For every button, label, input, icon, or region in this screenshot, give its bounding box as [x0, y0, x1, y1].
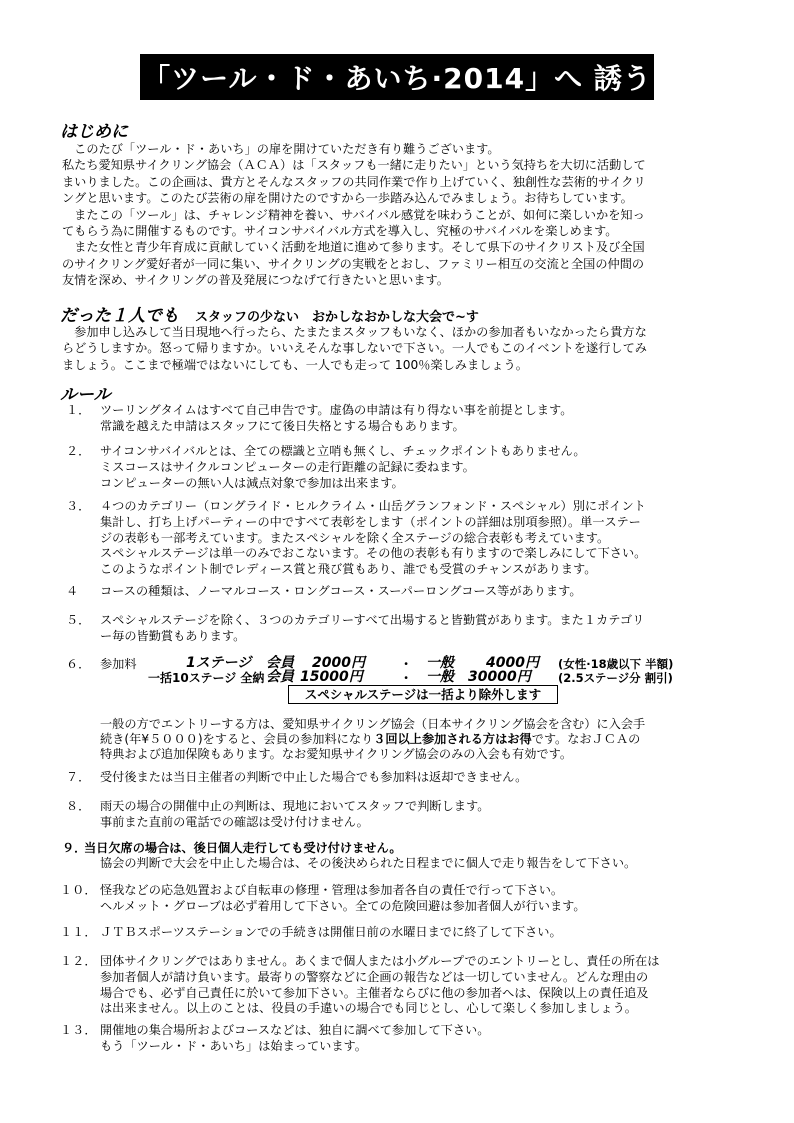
intro-line: このたび「ツール・ド・あいち」の扉を開けていただき有り難うございます。 — [62, 142, 500, 156]
document-title: 「ツール・ド・あいち·2014」へ 誘う — [140, 54, 654, 100]
rule-line: 開催地の集合場所およびコースなどは、独自に調べて参加して下さい。 — [100, 1023, 490, 1037]
rule-number: ２． — [66, 444, 91, 458]
rule-item — [66, 403, 746, 435]
rule-text — [100, 584, 746, 600]
fee-row1-member-price: 2000円 — [312, 655, 365, 671]
rule-line: ミスコースはサイクルコンピューターの走行距離の記録に委ねます。 — [100, 459, 475, 474]
fee-detail-line2-text: 続き(年¥５０００)をすると、会員の参加料になり — [100, 732, 374, 746]
rule-line: ジの表彰も一部考えています。またスペシャルを除く全ステージの総合表彰も考えています。 — [100, 530, 610, 545]
rule-text — [100, 444, 746, 491]
intro-line: また女性と青少年育成に貢献していく活動を地道に進めて参ります。そして県下のサイクリスト及び全国 — [62, 240, 645, 255]
rule-item — [66, 584, 746, 600]
rule-text — [100, 799, 746, 831]
rule-line: 怪我などの応急処置および自転車の修理・管理は参加者各自の責任で行って下さい。 — [100, 883, 564, 897]
rules-heading: ルール — [60, 385, 111, 405]
fee-row1-dot: ・ — [400, 657, 413, 671]
special-stage-note: スペシャルステージは一括より除外します — [288, 685, 558, 704]
rule9-bold-line: 当日欠席の場合は、後日個人走行しても受け付けません。 — [84, 841, 402, 855]
rule-line: 常識を越えた申請はスタッフにて後日失格とする場合もあります。 — [100, 418, 465, 433]
alone-line: らどうしますか。怒って帰りますか。いいえそんな事しないで下さい。一人でもこのイベントを遂行してみ — [62, 341, 647, 356]
fee-row1-general-price: 4000円 — [486, 655, 539, 671]
intro-heading: はじめに — [60, 122, 128, 142]
intro-line: てもらう為に開催するものです。サイコンサバイバル方式を導入し、究極のサバイバルを楽しめます。 — [62, 224, 618, 239]
rule-line: コースの種類は、ノーマルコース・ロングコース・スーパーロングコース等があります。 — [100, 584, 582, 598]
rule-text — [100, 613, 746, 645]
rule-item — [60, 1023, 740, 1055]
rule-line: 受付後または当日主催者の判断で中止した場合でも参加料は返却できません。 — [100, 770, 528, 784]
fee-row2-stage: 一括10ステージ 全納 — [148, 671, 265, 685]
fee-row1-stage: 1ステージ — [186, 655, 252, 671]
rule-line: 集計し、打ち上げパーティーの中ですべて表彰をします（ポイントの詳細は別項参照）。単一ステー — [100, 514, 641, 529]
rule-line: ４つのカテゴリー（ロングライド・ヒルクライム・山岳グランフォンド・スペシャル）別にポイント — [100, 499, 646, 513]
rule-line: コンピューターの無い人は減点対象で参加は出来ます。 — [100, 475, 404, 490]
rule-item — [60, 883, 740, 915]
rule-number: ８． — [66, 799, 91, 813]
rule-line: このようなポイント制でレディース賞と飛び賞もあり、誰でも受賞のチャンスがあります。 — [100, 562, 597, 577]
rule-number: ５． — [66, 613, 91, 627]
fee-number: ６． — [66, 657, 91, 671]
rule-line: は出来ません。以上のことは、役員の手違いの場合でも同じとし、心して楽しく参加しましょう。 — [100, 1001, 637, 1016]
rule-item — [60, 954, 740, 1017]
rule-number: ４ — [66, 584, 79, 598]
intro-paragraph — [62, 141, 742, 289]
rule-number: １２． — [60, 954, 97, 968]
rule-number: １３． — [60, 1023, 97, 1037]
fee-row2-note: (2.5ステージ分 割引) — [558, 671, 673, 685]
fee-row1-note: (女性·18歳以下 半額) — [558, 657, 674, 671]
intro-line: ングと思います。このたび芸術の扉を開けたのですから一歩踏み込んでみましょう。お待ちしています。 — [62, 191, 633, 206]
fee-row2-member: 会員 — [266, 669, 294, 685]
fee-detail-bold: ３回以上参加される方はお得 — [373, 732, 532, 746]
rule-line: 団体サイクリングではありません。あくまで個人または小グループでのエントリーとし、責任の所在は — [100, 954, 660, 968]
fee-row2-member-price: 15000円 — [300, 669, 363, 685]
fee-row2-general-price: 30000円 — [468, 669, 531, 685]
rule-line: ー毎の皆勤賞もあります。 — [100, 628, 246, 643]
rule-text — [100, 1023, 740, 1055]
rule-item — [66, 770, 746, 786]
intro-line: のサイクリング愛好者が一同に集い、サイクリングの実戦をとおし、ファミリー相互の交流と全国の仲間の — [62, 256, 645, 271]
fee-row1-member: 会員 — [266, 655, 294, 671]
rule-text — [100, 954, 740, 1017]
rule-line: ツーリングタイムはすべて自己申告です。虚偽の申請は有り得ない事を前提とします。 — [100, 403, 573, 417]
rule9-number: ９． — [62, 841, 87, 855]
rule-text — [100, 925, 740, 941]
rule-number: １１． — [60, 925, 97, 939]
fee-detail-line2 — [100, 731, 640, 747]
rule9-line2: 協会の判断で大会を中止した場合は、その後決められた日程までに個人で走り報告をして下さい。 — [100, 856, 637, 870]
rule-text — [100, 499, 746, 578]
alone-paragraph — [62, 324, 742, 373]
alone-subheading: スタッフの少ない おかしなおかしな大会で~す — [195, 310, 479, 325]
rule-number: ３． — [66, 499, 91, 513]
fee-label: 参加料 — [100, 657, 137, 671]
rule-text — [100, 883, 740, 915]
rule-line: スペシャルステージは単一のみでおこないます。その他の表彰も有りますので楽しみにして下さい。 — [100, 546, 647, 561]
alone-heading-text: だった１人でも — [60, 306, 179, 326]
rule-text — [100, 770, 746, 786]
rule-line: ヘルメット・グローブは必ず着用して下さい。全ての危険回避は参加者個人が行います。 — [100, 898, 586, 913]
fee-detail-line3: 特典および追加保険もあります。なお愛知県サイクリング協会のみの入会も有効です。 — [100, 747, 573, 761]
fee-row1-general: 一般 — [426, 655, 454, 671]
alone-line: ましょう。ここまで極端ではないにしても、一人でも走って 100％楽しみましょう。 — [62, 357, 528, 372]
rule-line: 事前また直前の電話での確認は受け付けません。 — [100, 814, 369, 829]
rule-number: ７． — [66, 770, 91, 784]
rule-line: ＪＴＢスポーツステーションでの手続きは開催日前の水曜日までに終了して下さい。 — [100, 925, 562, 939]
rule-item — [66, 444, 746, 491]
intro-line: 私たち愛知県サイクリング協会（ＡＣＡ）は「スタッフも一緒に走りたい」という気持ちを大切に活動して — [62, 158, 646, 173]
rule-number: １． — [66, 403, 91, 417]
rule-line: 参加者個人が請け負います。最寄りの警察などに企画の報告などは一切していません。どんな理由の — [100, 969, 649, 984]
rule-line: 雨天の場合の開催中止の判断は、現地においてスタッフで判断します。 — [100, 799, 490, 813]
rule-line: もう「ツール・ド・あいち」は始まっています。 — [100, 1038, 367, 1053]
intro-line: 友情を深め、サイクリングの普及発展につなげて行きたいと思います。 — [62, 273, 449, 288]
fee-detail-tail: です。なおＪＣＡの — [531, 732, 641, 746]
fee-detail-line1: 一般の方でエントリーする方は、愛知県サイクリング協会（日本サイクリング協会を含む）に入会手 — [100, 717, 646, 731]
rule-number: １０． — [60, 883, 97, 897]
rule-line: 場合でも、必ず自己責任に於いて参加下さい。主催者ならびに他の参加者へは、保険以上の責任追及 — [100, 985, 649, 1000]
rule-line: スペシャルステージを除く、３つのカテゴリーすべて出場すると皆勤賞があります。また１カテゴリ — [100, 613, 645, 627]
intro-line: まいりました。この企画は、貴方とそんなスタッフの共同作業で作り上げていく、独創性な芸術的サイクリ — [62, 174, 646, 189]
rule-text — [100, 403, 746, 435]
fee-row2-dot: ・ — [400, 671, 413, 685]
rule-item — [66, 613, 746, 645]
rule-item — [66, 499, 746, 578]
fee-row2-general: 一般 — [426, 669, 454, 685]
rule-line: サイコンサバイバルとは、全ての標識と立哨も無くし、チェックポイントもありません。 — [100, 444, 586, 458]
rule-item — [66, 799, 746, 831]
intro-line: またこの「ツール」は、チャレンジ精神を養い、サバイバル感覚を味わうことが、如何に楽しいかを知っ — [62, 207, 645, 222]
alone-line: 参加申し込みして当日現地へ行ったら、たまたまスタッフもいなく、ほかの参加者もいなかったら貴方な — [62, 325, 647, 339]
rule-item — [60, 925, 740, 941]
